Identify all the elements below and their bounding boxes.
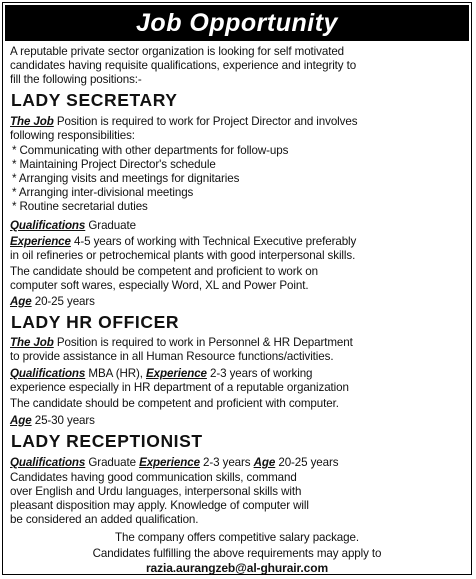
job-advertisement xyxy=(2,2,472,575)
age-label: Age xyxy=(10,295,32,308)
footer-salary-line: The company offers competitive salary package. xyxy=(115,531,359,544)
age-label: Age xyxy=(253,456,276,469)
hr-candidate-line: The candidate should be competent and proficient with computer. xyxy=(10,397,339,410)
secretary-job-line-2: following responsibilities: xyxy=(10,129,135,142)
qualifications-label: Qualifications xyxy=(10,219,86,232)
receptionist-body-line-3: pleasant disposition may apply. Knowledge of computer will xyxy=(10,499,309,512)
experience-label: Experience xyxy=(146,367,207,380)
heading-lady-receptionist: LADY RECEPTIONIST xyxy=(11,431,203,451)
contact-email[interactable]: razia.aurangzeb@al-ghurair.com xyxy=(145,561,329,575)
hr-job-line-2: to provide assistance in all Human Resource functions/activities. xyxy=(10,350,334,363)
hr-job-line-1: The Job Position is required to work in Personnel & HR Department xyxy=(10,336,353,349)
receptionist-requirements: Qualifications Graduate Experience 2-3 years Age 20-25 years xyxy=(10,456,339,469)
hr-experience-line-2: experience especially in HR department of a reputable organization xyxy=(10,381,349,394)
receptionist-body-line-4: be considered an added qualification. xyxy=(10,513,199,526)
heading-lady-secretary: LADY SECRETARY xyxy=(11,90,178,110)
responsibility-item: * Routine secretarial duties xyxy=(12,200,148,213)
intro-line-1: A reputable private sector organization is looking for self motivated xyxy=(10,45,345,58)
hr-qualifications-experience: Qualifications MBA (HR), Experience 2-3 years of working xyxy=(10,367,313,380)
responsibility-item: * Arranging inter-divisional meetings xyxy=(12,186,194,199)
responsibility-item: * Arranging visits and meetings for dignitaries xyxy=(12,172,240,185)
secretary-job-line-1: The Job Position is required to work for Project Director and involves xyxy=(10,115,358,128)
intro-line-3: fill the following positions:- xyxy=(10,73,142,86)
job-label: The Job xyxy=(10,115,54,128)
heading-lady-hr-officer: LADY HR OFFICER xyxy=(11,312,180,332)
secretary-experience-line-1: Experience 4-5 years of working with Technical Executive preferably xyxy=(10,235,357,248)
responsibility-item: * Maintaining Project Director's schedule xyxy=(12,158,216,171)
hr-age: Age 25-30 years xyxy=(10,414,95,427)
ad-title: Job Opportunity xyxy=(5,5,469,41)
experience-label: Experience xyxy=(10,235,71,248)
qualifications-label: Qualifications xyxy=(10,367,86,380)
intro-line-2: candidates having requisite qualifications, experience and integrity to xyxy=(10,59,357,72)
experience-label: Experience xyxy=(139,456,200,469)
job-label: The Job xyxy=(10,336,54,349)
qualifications-label: Qualifications xyxy=(10,456,86,469)
age-label: Age xyxy=(10,414,32,427)
secretary-qualifications: Qualifications Graduate xyxy=(10,219,136,232)
footer-apply-line: Candidates fulfilling the above requirements may apply to xyxy=(92,547,382,560)
secretary-candidate-line-1: The candidate should be competent and proficient to work on xyxy=(10,265,318,278)
receptionist-body-line-2: over English and Urdu languages, interpersonal skills with xyxy=(10,485,302,498)
receptionist-body-line-1: Candidates having good communication skills, command xyxy=(10,471,297,484)
responsibility-item: * Communicating with other departments for follow-ups xyxy=(12,144,289,157)
secretary-age: Age 20-25 years xyxy=(10,295,95,308)
secretary-experience-line-2: in oil refineries or petrochemical plants with good interpersonal skills. xyxy=(10,249,356,262)
secretary-candidate-line-2: computer soft wares, especially Word, XL and Power Point. xyxy=(10,279,309,292)
